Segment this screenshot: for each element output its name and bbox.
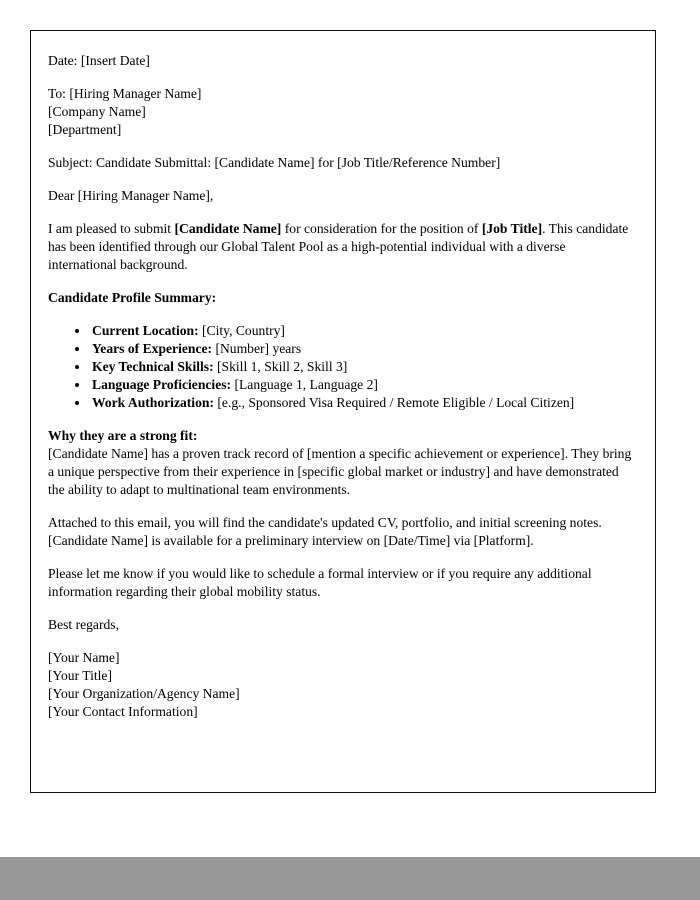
recipient-block xyxy=(48,85,632,139)
date-line: Date: [Insert Date] xyxy=(48,53,150,68)
subject-line: Subject: Candidate Submittal: [Candidate Name] for [Job Title/Reference Number] xyxy=(48,155,501,170)
fit-heading: Why they are a strong fit: xyxy=(48,428,198,443)
profile-summary-heading: Candidate Profile Summary: xyxy=(48,290,217,305)
profile-item-skills xyxy=(90,358,632,376)
fit-body: [Candidate Name] has a proven track record of [mention a specific achievement or experience]. They bring a unique perspective from their experience in [specific global market or industry] and have demonstrated the ability to adapt to multinational team environments. xyxy=(48,446,632,497)
profile-item-label: Current Location: xyxy=(92,323,199,338)
intro-segment: I am pleased to submit xyxy=(48,221,175,236)
signature-organization-line: [Your Organization/Agency Name] xyxy=(48,686,240,701)
profile-item-value: [City, Country] xyxy=(198,323,285,338)
profile-item-value: [Language 1, Language 2] xyxy=(231,377,378,392)
profile-item-value: [e.g., Sponsored Visa Required / Remote Eligible / Local Citizen] xyxy=(213,395,575,410)
attachments-paragraph: Attached to this email, you will find the candidate's updated CV, portfolio, and initial screening notes. [Candidate Name] is available for a preliminary interview on [Date/Time] via [Platform]. xyxy=(48,515,602,548)
candidate-name-placeholder: [Candidate Name] xyxy=(174,221,282,236)
job-title-placeholder: [Job Title] xyxy=(481,221,543,236)
signature-name-line: [Your Name] xyxy=(48,650,120,665)
profile-item-work-authorization xyxy=(90,394,632,412)
intro-segment: . This candidate has been identified through our Global Talent Pool as a high-potential individual with a diverse international background. xyxy=(48,221,629,272)
canvas-bottom-strip xyxy=(0,857,700,900)
profile-item-label: Work Authorization: xyxy=(92,395,214,410)
signature-contact-line: [Your Contact Information] xyxy=(48,704,198,719)
profile-item-value: [Skill 1, Skill 2, Skill 3] xyxy=(213,359,348,374)
salutation: Dear [Hiring Manager Name], xyxy=(48,188,214,203)
profile-item-languages xyxy=(90,376,632,394)
signature-block xyxy=(48,649,632,721)
intro-paragraph xyxy=(48,220,632,274)
profile-item-value: [Number] years xyxy=(212,341,302,356)
candidate-profile-list xyxy=(48,322,632,412)
letter-page xyxy=(30,30,656,793)
signoff: Best regards, xyxy=(48,617,119,632)
profile-item-location xyxy=(90,322,632,340)
closing-paragraph: Please let me know if you would like to schedule a formal interview or if you require any additional information regarding their global mobility status. xyxy=(48,566,592,599)
profile-item-label: Years of Experience: xyxy=(92,341,213,356)
recipient-department-line: [Department] xyxy=(48,122,122,137)
intro-segment: for consideration for the position of xyxy=(281,221,482,236)
profile-item-label: Key Technical Skills: xyxy=(92,359,214,374)
profile-item-experience xyxy=(90,340,632,358)
profile-item-label: Language Proficiencies: xyxy=(92,377,232,392)
recipient-company-line: [Company Name] xyxy=(48,104,146,119)
recipient-to-line: To: [Hiring Manager Name] xyxy=(48,86,202,101)
fit-section xyxy=(48,427,632,499)
signature-title-line: [Your Title] xyxy=(48,668,112,683)
